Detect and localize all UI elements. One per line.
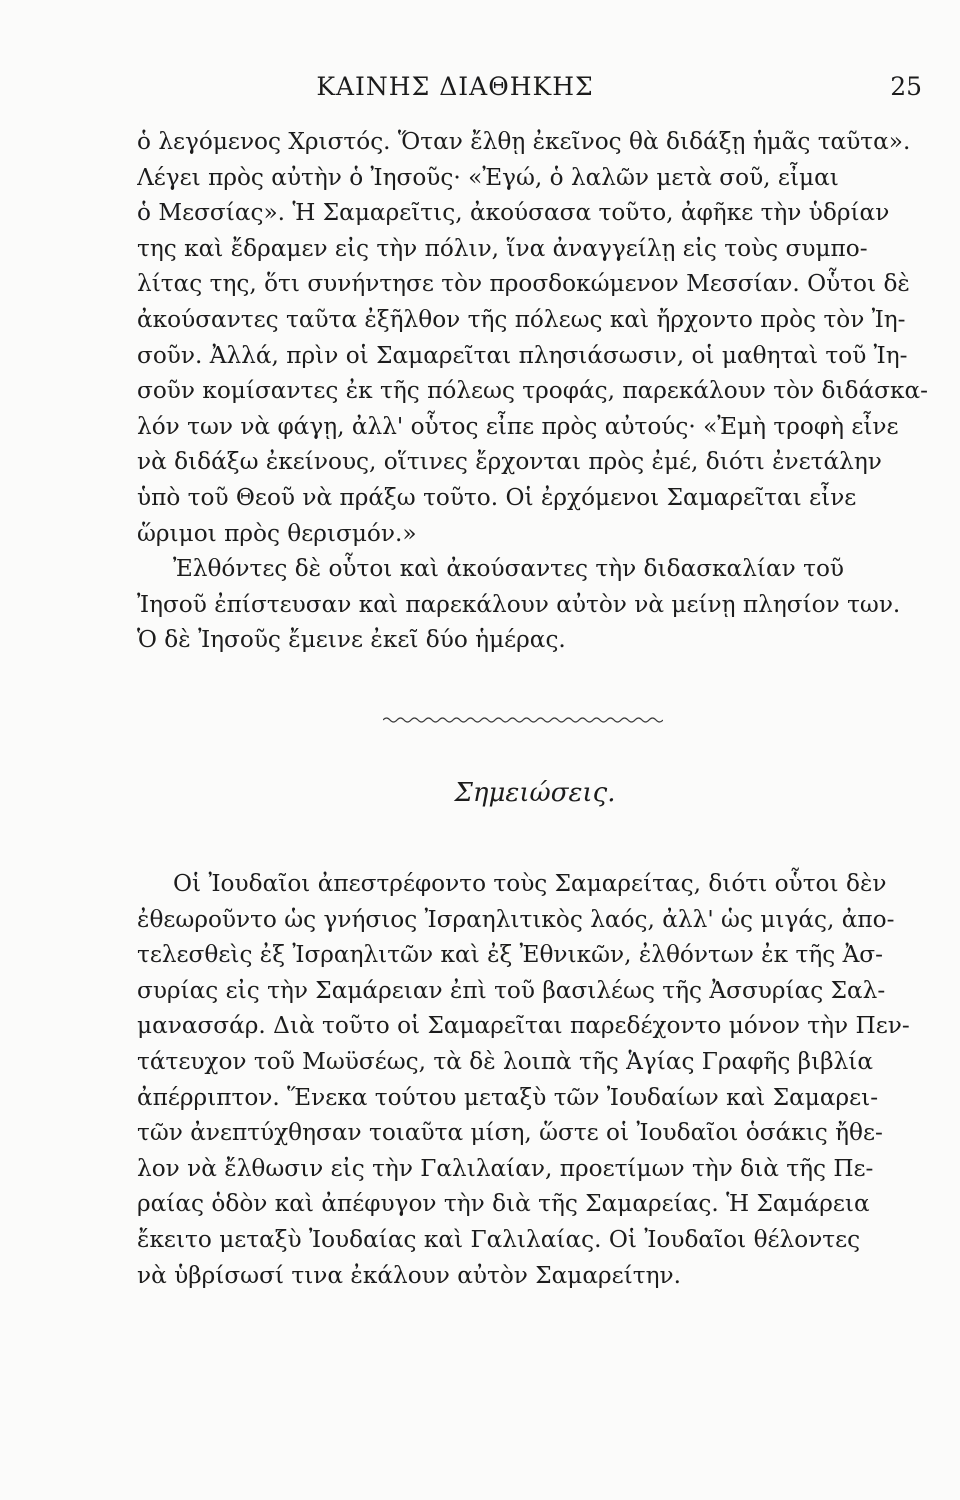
text-line: σοῦν. Ἀλλά, πρὶν οἱ Σαμαρεῖται πλησιάσωσιν, οἱ μαθηταὶ τοῦ Ἰη- — [137, 341, 908, 369]
text-line: ὁ Μεσσίας». Ἡ Σαμαρεῖτις, ἀκούσασα τοῦτο, ἀφῆκε τὴν ὑδρίαν — [137, 199, 890, 227]
text-line: λόν των νὰ φάγῃ, ἀλλ' οὗτος εἶπε πρὸς αὐτούς· «Ἐμὴ τροφὴ εἶνε — [137, 412, 899, 440]
text-line: λον νὰ ἔλθωσιν εἰς τὴν Γαλιλαίαν, προετίμων τὴν διὰ τῆς Πε- — [137, 1154, 874, 1182]
text-line: ἀπέρριπτον. Ἕνεκα τούτου μεταξὺ τῶν Ἰουδαίων καὶ Σαμαρει- — [137, 1083, 879, 1111]
text-line: ὁ λεγόμενος Χριστός. Ὅταν ἔλθῃ ἐκεῖνος θὰ διδάξῃ ἡμᾶς ταῦτα». — [137, 128, 911, 155]
main-text — [137, 124, 932, 658]
text-line: Ἐλθόντες δὲ οὗτοι καὶ ἀκούσαντες τὴν διδασκαλίαν τοῦ — [173, 555, 844, 583]
running-title: ΚΑΙΝΗΣ ΔΙΑΘΗΚΗΣ — [316, 72, 594, 101]
text-line: τῶν ἀνεπτύχθησαν τοιαῦτα μίση, ὥστε οἱ Ἰουδαῖοι ὁσάκις ἤθε- — [137, 1119, 883, 1147]
notes-heading: Σημειώσεις. — [454, 778, 616, 808]
text-line: νὰ ὑβρίσωσί τινα ἐκάλουν αὐτὸν Σαμαρείτην. — [137, 1261, 681, 1289]
text-line: νὰ διδάξω ἐκείνους, οἵτινες ἔρχονται πρὸς ἐμέ, διότι ἐνετάλην — [137, 448, 882, 476]
notes-text — [137, 866, 932, 1293]
text-line: της καὶ ἔδραμεν εἰς τὴν πόλιν, ἵνα ἀναγγείλῃ εἰς τοὺς συμπο- — [137, 234, 868, 262]
ornamental-divider — [383, 716, 663, 724]
text-line: τελεσθεὶς ἐξ Ἰσραηλιτῶν καὶ ἐξ Ἐθνικῶν, ἐλθόντων ἐκ τῆς Ἀσ- — [137, 941, 883, 969]
text-line: ἔκειτο μεταξὺ Ἰουδαίας καὶ Γαλιλαίας. Οἱ Ἰουδαῖοι θέλοντες — [137, 1225, 861, 1253]
text-line: Λέγει πρὸς αὐτὴν ὁ Ἰησοῦς· «Ἐγώ, ὁ λαλῶν μετὰ σοῦ, εἶμαι — [137, 163, 839, 191]
text-line: συρίας εἰς τὴν Σαμάρειαν ἐπὶ τοῦ βασιλέως τῆς Ἀσσυρίας Σαλ- — [137, 976, 886, 1004]
text-line: λίτας της, ὅτι συνήντησε τὸν προσδοκώμενον Μεσσίαν. Οὗτοι δὲ — [137, 270, 910, 298]
page-number: 25 — [890, 72, 922, 101]
text-line: ὥριμοι πρὸς θερισμόν.» — [137, 519, 417, 547]
text-line: σοῦν κομίσαντες ἐκ τῆς πόλεως τροφάς, παρεκάλουν τὸν διδάσκα- — [137, 377, 928, 405]
running-head — [140, 72, 940, 108]
text-line: τάτευχον τοῦ Μωϋσέως, τὰ δὲ λοιπὰ τῆς Ἁγίας Γραφῆς βιβλία — [137, 1047, 874, 1075]
text-line: μανασσάρ. Διὰ τοῦτο οἱ Σαμαρεῖται παρεδέχοντο μόνον τὴν Πεν- — [137, 1012, 910, 1040]
text-line: Ἰησοῦ ἐπίστευσαν καὶ παρεκάλουν αὐτὸν νὰ μείνῃ πλησίον των. — [137, 590, 901, 618]
text-line: ἐθεωροῦντο ὡς γνήσιος Ἰσραηλιτικὸς λαός, ἀλλ' ὡς μιγάς, ἀπο- — [137, 905, 895, 933]
text-line: ὑπὸ τοῦ Θεοῦ νὰ πράξω τοῦτο. Οἱ ἐρχόμενοι Σαμαρεῖται εἶνε — [137, 483, 857, 511]
text-line: Ὁ δὲ Ἰησοῦς ἔμεινε ἐκεῖ δύο ἡμέρας. — [137, 626, 566, 654]
text-line: Οἱ Ἰουδαῖοι ἀπεστρέφοντο τοὺς Σαμαρείτας, διότι οὗτοι δὲν — [173, 870, 887, 897]
text-line: ραίας ὁδὸν καὶ ἀπέφυγον τὴν διὰ τῆς Σαμαρείας. Ἡ Σαμάρεια — [137, 1190, 870, 1218]
text-line: ἀκούσαντες ταῦτα ἐξῆλθον τῆς πόλεως καὶ ἤρχοντο πρὸς τὸν Ἰη- — [137, 305, 906, 333]
